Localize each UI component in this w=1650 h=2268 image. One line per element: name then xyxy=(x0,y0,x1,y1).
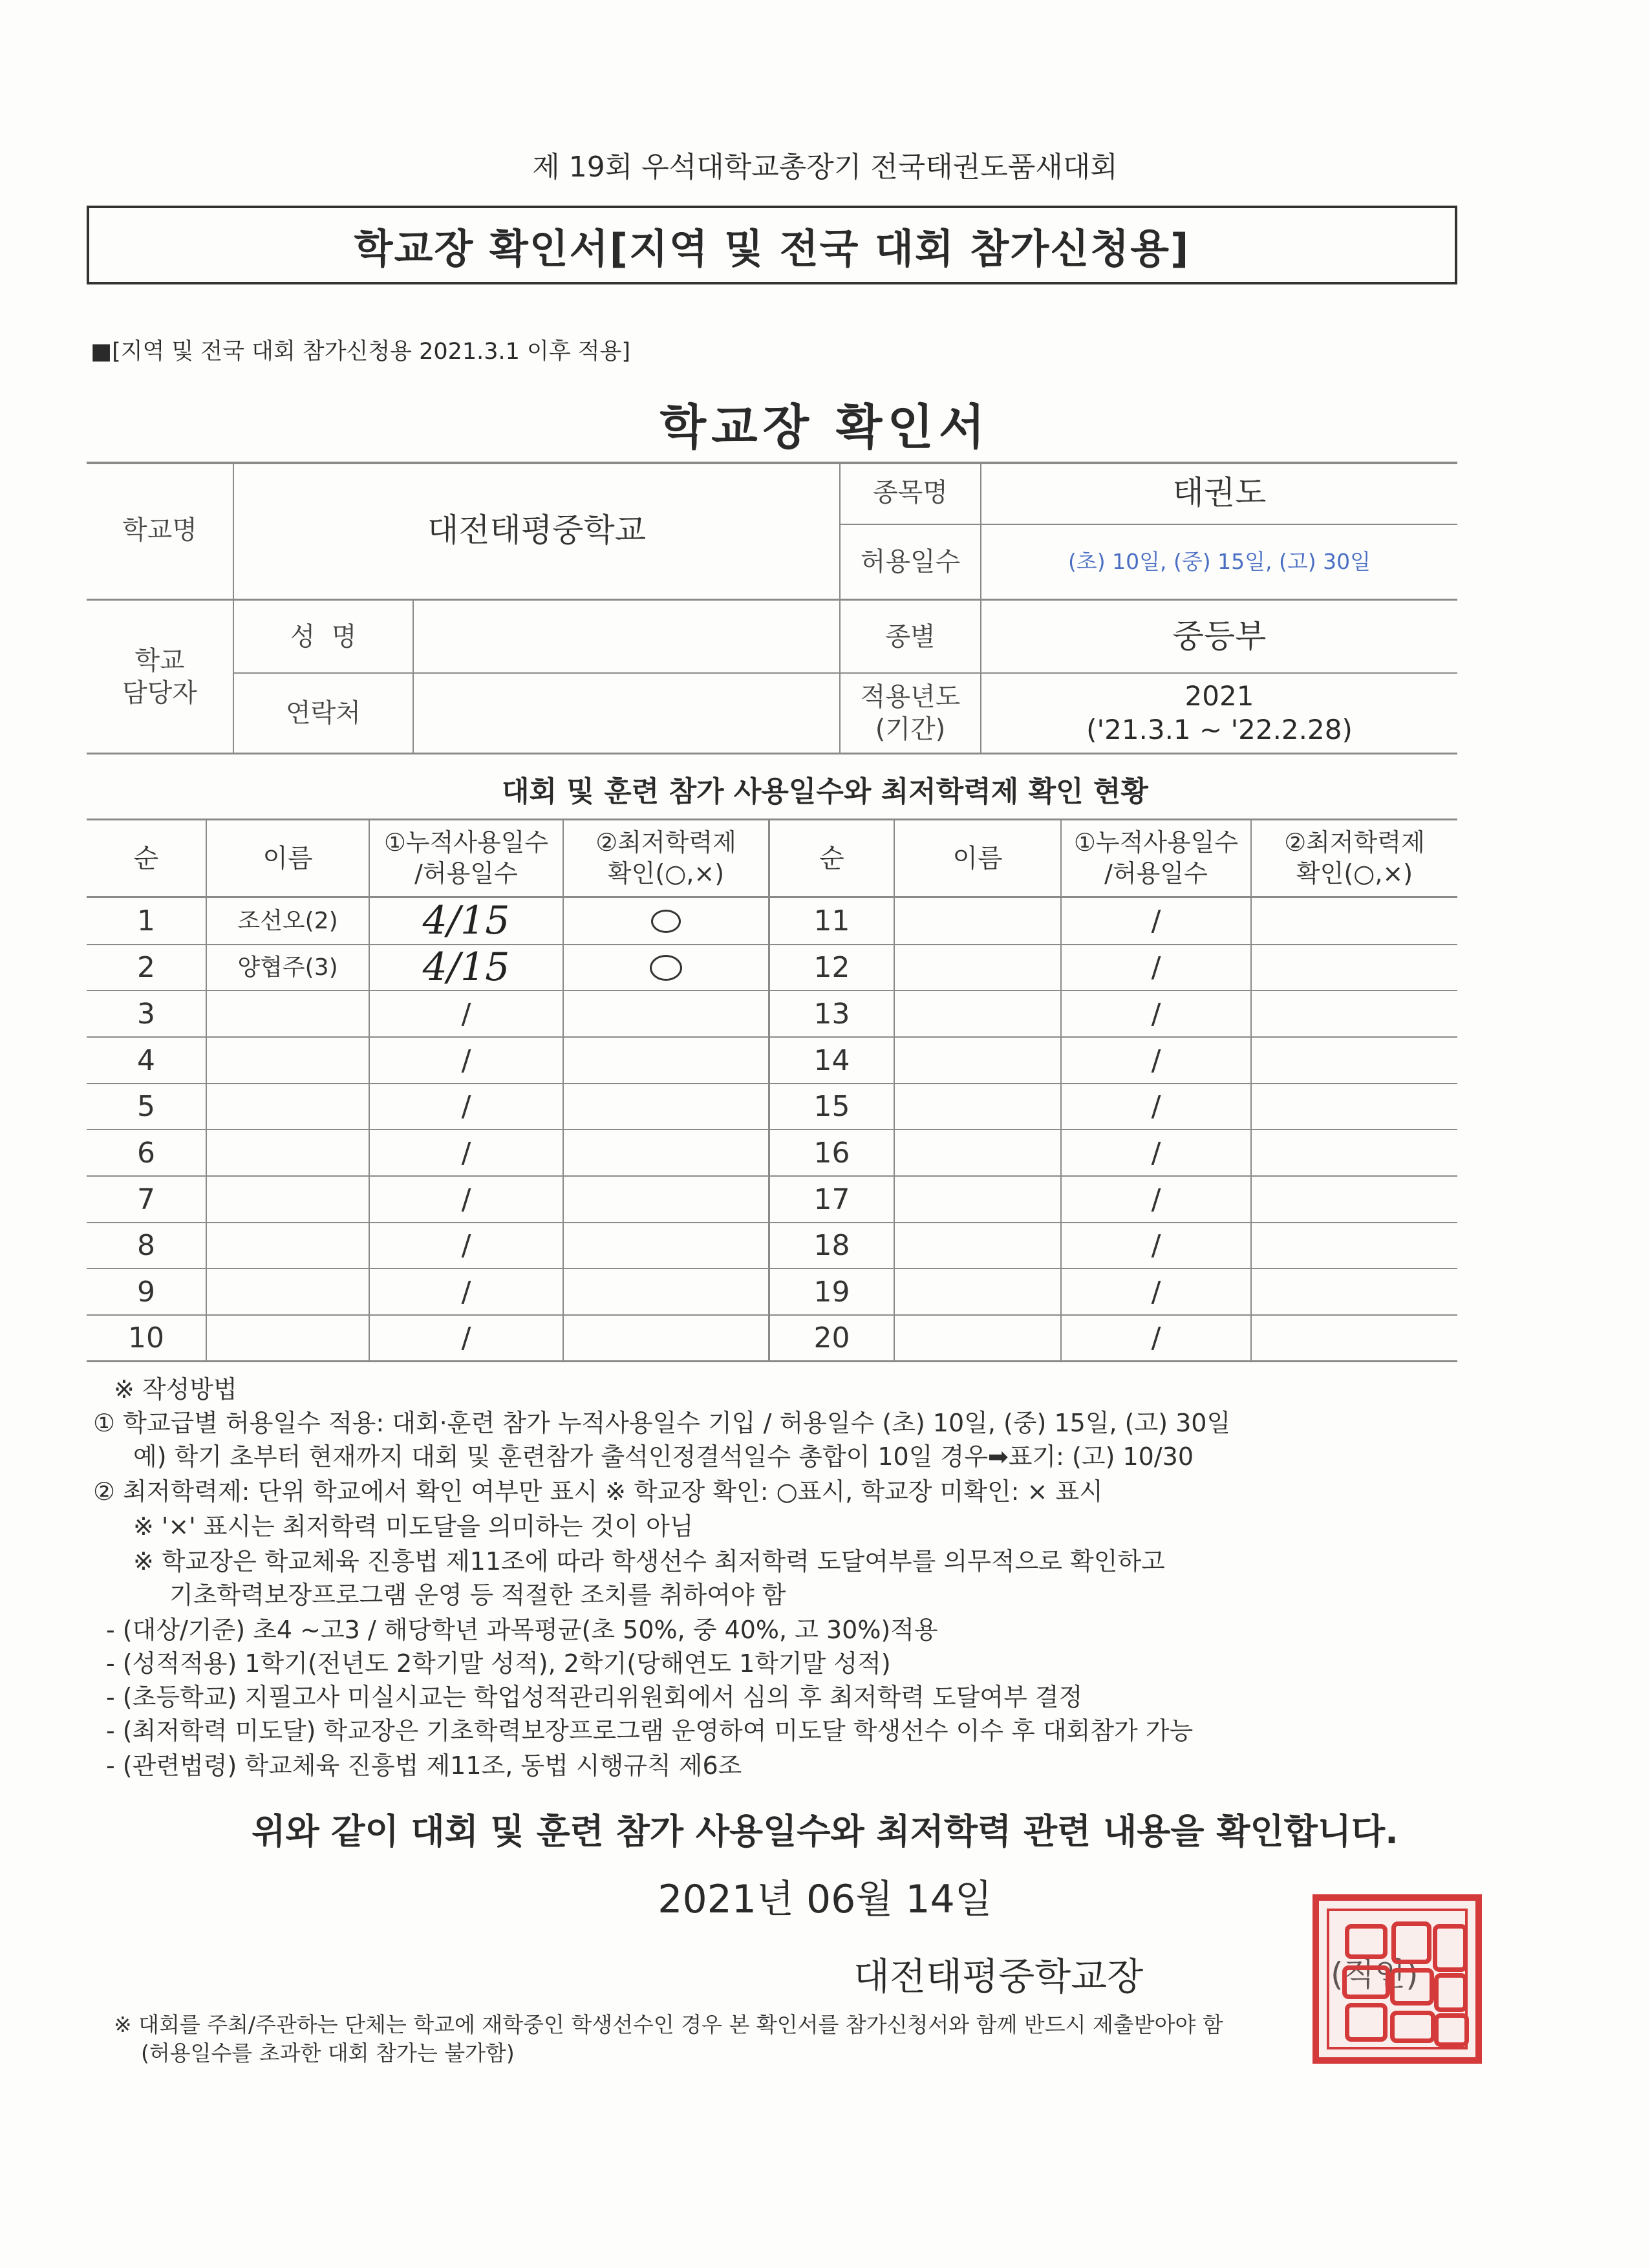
table-row-no: 9 xyxy=(137,1275,155,1309)
table-row-no: 18 xyxy=(813,1229,850,1262)
col-header-days xyxy=(370,820,562,896)
manager-label-line2: 담당자 xyxy=(122,678,197,708)
table-row-days: / xyxy=(461,1229,471,1262)
col-header-no: 순 xyxy=(133,843,159,873)
table-row-days: / xyxy=(1151,1136,1161,1170)
sport-value: 태권도 xyxy=(1172,473,1267,511)
col-header-days-right-line2: /허용일수 xyxy=(1104,859,1208,888)
col-header-days-line1: ①누적사용일수 xyxy=(383,828,549,857)
instruction-item: - (최저학력 미도달) 학교장은 기초학력보장프로그램 운영하여 미도달 학생선수 이수 후 대회참가 가능 xyxy=(106,1717,1194,1745)
col-header-check-right-line1: ②최저학력제 xyxy=(1284,828,1425,857)
instruction-item: ※ '×' 표시는 최저학력 미도달을 의미하는 것이 아님 xyxy=(133,1512,694,1541)
official-seal-icon xyxy=(1312,1894,1482,2064)
document-title: 학교장 확인서 xyxy=(659,400,991,455)
sport-label: 종목명 xyxy=(873,478,948,508)
table-row-days: / xyxy=(461,1182,471,1216)
table-row-no: 2 xyxy=(137,951,155,984)
allowed-days-label: 허용일수 xyxy=(860,547,961,577)
table-row-no: 3 xyxy=(137,997,155,1031)
year-label xyxy=(841,674,980,753)
division-label: 종별 xyxy=(885,621,936,652)
table-row-no: 16 xyxy=(813,1136,850,1170)
col-header-days-right-line1: ①누적사용일수 xyxy=(1073,828,1239,857)
circle-mark-icon xyxy=(651,910,681,933)
seal-glyph xyxy=(1345,2003,1388,2042)
table-row-days: / xyxy=(1151,1043,1161,1077)
table-row-no: 11 xyxy=(813,904,850,937)
table-row-no: 4 xyxy=(137,1043,155,1077)
table-row-days: / xyxy=(1151,1321,1161,1354)
table-row-check xyxy=(564,898,768,944)
table-row-no: 12 xyxy=(813,951,850,984)
table-row-no: 20 xyxy=(813,1321,850,1354)
year-label-line1: 적용년도 xyxy=(860,682,961,712)
table-row-days: / xyxy=(1151,951,1161,984)
table-row-days: / xyxy=(461,1275,471,1309)
instructions-heading: ※ 작성방법 xyxy=(114,1375,237,1404)
table-row-days: / xyxy=(1151,1229,1161,1262)
subnote: ■[지역 및 전국 대회 참가신청용 2021.3.1 이후 적용] xyxy=(91,339,631,365)
division-value: 중등부 xyxy=(1172,617,1267,656)
instruction-item: ※ 학교장은 학교체육 진흥법 제11조에 따라 학생선수 최저학력 도달여부를 의무적으로 확인하고 xyxy=(133,1547,1165,1576)
table-row-days: 4/15 xyxy=(422,945,510,990)
table-row-check xyxy=(564,945,768,990)
table-row-days: / xyxy=(1151,904,1161,937)
table-row-no: 19 xyxy=(813,1275,850,1309)
manager-contact-field xyxy=(414,674,839,753)
seal-glyph xyxy=(1434,1973,1468,2012)
table-row-no: 13 xyxy=(813,997,850,1031)
col-header-no-right: 순 xyxy=(819,843,844,873)
seal-glyph xyxy=(1390,2011,1435,2043)
instruction-item: ① 학교급별 허용일수 적용: 대회·훈련 참가 누적사용일수 기입 / 허용일수 (초) 10일, (중) 15일, (고) 30일 xyxy=(93,1409,1231,1437)
school-name: 대전태평중학교 xyxy=(427,511,647,549)
table-row-no: 6 xyxy=(137,1136,155,1170)
year-value-period: ('21.3.1 ~ '22.2.28) xyxy=(1086,714,1353,745)
table-row-days: / xyxy=(1151,1090,1161,1123)
year-label-line2: (기간) xyxy=(875,714,946,744)
banner-title xyxy=(87,206,1457,284)
manager-label-line1: 학교 xyxy=(134,645,185,676)
table-row-name: 양협주(3) xyxy=(237,954,338,981)
year-value xyxy=(981,674,1457,753)
seal-glyph xyxy=(1342,1965,1390,1999)
col-header-name-right: 이름 xyxy=(952,843,1003,873)
section-title: 대회 및 훈련 참가 사용일수와 최저학력제 확인 현황 xyxy=(502,775,1148,808)
seal-label: (직인) xyxy=(1331,1956,1419,1993)
instruction-item: - (관련법령) 학교체육 진흥법 제11조, 동법 시행규칙 제6조 xyxy=(106,1751,742,1780)
col-header-check-line2: 확인(○,×) xyxy=(607,859,725,888)
col-header-name: 이름 xyxy=(262,843,313,873)
seal-glyph xyxy=(1434,2013,1469,2047)
seal-glyph xyxy=(1390,1968,1434,2006)
seal-glyph xyxy=(1433,1924,1468,1972)
col-header-check-line1: ②최저학력제 xyxy=(595,828,736,857)
confirmation-statement: 위와 같이 대회 및 훈련 참가 사용일수와 최저학력 관련 내용을 확인합니다. xyxy=(252,1811,1398,1852)
table-row-days: 4/15 xyxy=(422,898,510,943)
table-row-no: 8 xyxy=(137,1229,155,1262)
manager-contact-label: 연락처 xyxy=(286,698,361,728)
manager-name-label: 성 명 xyxy=(290,621,357,652)
col-header-check-right xyxy=(1252,820,1457,896)
col-header-days-right xyxy=(1062,820,1250,896)
instruction-item: ② 최저학력제: 단위 학교에서 확인 여부만 표시 ※ 학교장 확인: ○표시, 학교장 미확인: × 표시 xyxy=(93,1477,1103,1506)
footnote: ※ 대회를 주최/주관하는 단체는 학교에 재학중인 학생선수인 경우 본 확인서를 참가신청서와 함께 반드시 제출받아야 함 xyxy=(114,2012,1223,2037)
table-row-days: / xyxy=(461,1321,471,1354)
table-row-days: / xyxy=(1151,1275,1161,1309)
principal-name: 대전태평중학교장 xyxy=(853,1954,1144,1998)
col-header-days-line2: /허용일수 xyxy=(414,859,518,888)
footnote: (허용일수를 초과한 대회 참가는 불가함) xyxy=(141,2040,515,2066)
event-title: 제 19회 우석대학교총장기 전국태권도품새대회 xyxy=(532,151,1118,184)
seal-glyph xyxy=(1345,1924,1388,1959)
allowed-days-value: (초) 10일, (중) 15일, (고) 30일 xyxy=(1068,549,1371,575)
circle-mark-icon xyxy=(650,955,682,981)
col-header-check-right-line2: 확인(○,×) xyxy=(1296,859,1413,888)
table-row-name: 조선오(2) xyxy=(237,908,338,934)
table-row-no: 7 xyxy=(137,1182,155,1216)
table-row-no: 1 xyxy=(137,904,155,937)
table-row-days: / xyxy=(461,1090,471,1123)
table-row-days: / xyxy=(461,1136,471,1170)
year-value-year: 2021 xyxy=(1184,679,1254,712)
instruction-item: 기초학력보장프로그램 운영 등 적절한 조치를 취하여야 함 xyxy=(169,1581,786,1609)
seal-glyph xyxy=(1391,1921,1431,1964)
instruction-item: 예) 학기 초부터 현재까지 대회 및 훈련참가 출석인정결석일수 총합이 10일 경우➡표기: (고) 10/30 xyxy=(133,1442,1194,1471)
table-row-days: / xyxy=(1151,997,1161,1031)
instruction-item: - (초등학교) 지필고사 미실시교는 학업성적관리위원회에서 심의 후 최저학력 도달여부 결정 xyxy=(106,1683,1083,1711)
banner-title-text: 학교장 확인서[지역 및 전국 대회 참가신청용] xyxy=(354,224,1190,272)
instruction-item: - (성적적용) 1학기(전년도 2학기말 성적), 2학기(당해연도 1학기말 성적) xyxy=(106,1649,891,1678)
school-name-label: 학교명 xyxy=(122,515,197,545)
table-row-no: 17 xyxy=(813,1182,850,1216)
instruction-item: - (대상/기준) 초4 ~고3 / 해당학년 과목평균(초 50%, 중 40%, 고 30%)적용 xyxy=(106,1616,938,1644)
table-row-no: 14 xyxy=(813,1043,850,1077)
table-row-no: 15 xyxy=(813,1090,850,1123)
manager-label xyxy=(87,601,233,753)
table-row-no: 10 xyxy=(128,1321,164,1354)
issue-date: 2021년 06월 14일 xyxy=(658,1877,992,1922)
table-row-days: / xyxy=(461,1043,471,1077)
manager-name-field xyxy=(414,601,839,672)
table-row-days: / xyxy=(461,997,471,1031)
col-header-check xyxy=(564,820,768,896)
table-row-no: 5 xyxy=(137,1090,155,1123)
table-row-days: / xyxy=(1151,1182,1161,1216)
